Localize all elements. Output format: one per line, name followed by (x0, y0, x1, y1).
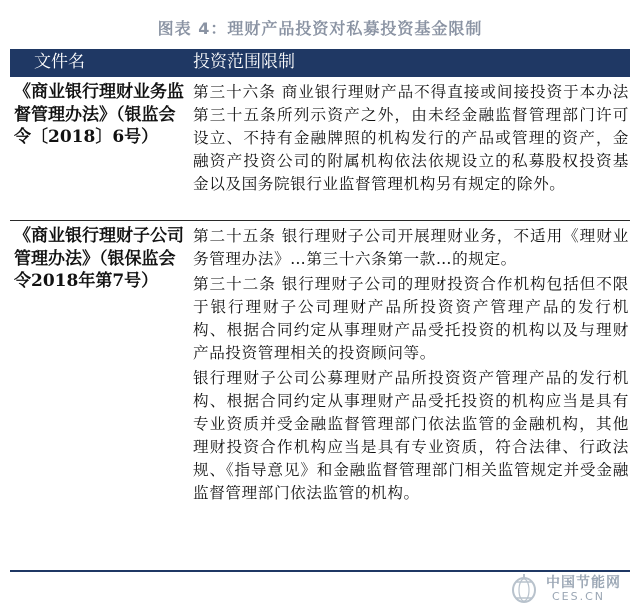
table-row (10, 75, 630, 220)
scope-cell (193, 225, 629, 507)
table-row (10, 220, 630, 571)
policy-table (10, 49, 630, 571)
scope-paragraph: 银行理财子公司公募理财产品所投资资产管理产品的发行机构、根据合同约定从事理财产品受托投资的机构应当是具有专业资质并受金融监督管理部门依法监管的金融机构，其他理财投资合作机构应当是具有专业资质，符合法律、行政法规、《指导意见》和金融监督管理部门相关监管规定并受金融监督管理部门依法监管的机构。 (193, 369, 629, 502)
file-name-cell: 《商业银行理财业务监督管理办法》（银监会令〔2018〕6号） (14, 82, 184, 147)
scope-paragraph: 第三十六条 商业银行理财产品不得直接或间接投资于本办法第三十五条所列示资产之外，由未经金融监督管理部门许可设立、不持有金融牌照的机构发行的产品或管理的资产，金融资产投资公司的附属机构依法依规设立的私募股权投资基金以及国务院银行业监督管理机构另有规定的除外。 (193, 83, 629, 193)
header-investment-scope: 投资范围限制 (193, 52, 295, 72)
figure-title: 图表 4：理财产品投资对私募投资基金限制 (157, 19, 483, 38)
scope-cell (193, 81, 629, 198)
scope-paragraph: 第二十五条 银行理财子公司开展理财业务，不适用《理财业务管理办法》…第三十六条第一款…的规定。 (193, 227, 629, 268)
scope-paragraph: 第三十二条 银行理财子公司的理财投资合作机构包括但不限于银行理财子公司理财产品所投资资产管理产品的发行机构、根据合同约定从事理财产品受托投资的机构以及与理财产品投资管理相关的投资顾问等。 (193, 275, 629, 362)
watermark-cn-text: 中国节能网 (546, 575, 621, 591)
lantern-icon (506, 572, 542, 606)
file-name-cell: 《商业银行理财子公司管理办法》（银保监会令2018年第7号） (14, 226, 184, 291)
header-file-name: 文件名 (34, 52, 85, 72)
watermark-en-text: CES.CN (552, 590, 606, 603)
table-header (10, 49, 630, 75)
site-watermark (506, 568, 636, 610)
